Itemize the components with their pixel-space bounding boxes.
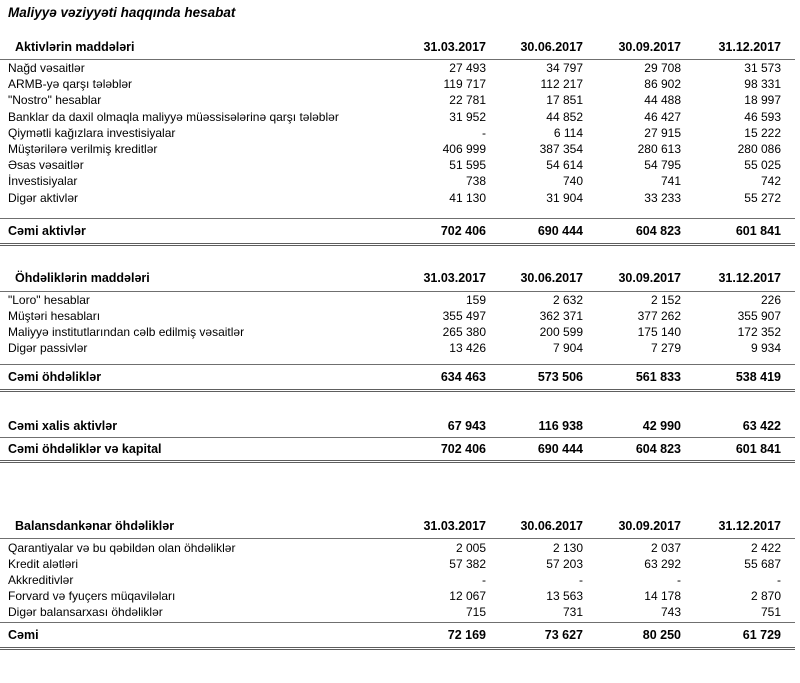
section-header-label: Aktivlərin maddələri (15, 39, 135, 54)
row-label: Cəmi öhdəliklər və kapital (8, 442, 162, 457)
value-cell: 119 717 (443, 77, 486, 92)
total-row (0, 414, 795, 438)
table-row (0, 60, 795, 76)
value-cell: 31 573 (744, 61, 781, 76)
value-cell: 355 497 (442, 308, 486, 323)
table-row (0, 76, 795, 92)
value-cell: 73 627 (544, 628, 583, 643)
table-row (0, 173, 795, 189)
section-header-label: Öhdəliklərin maddələri (15, 271, 150, 286)
row-label: Kredit alətləri (8, 556, 79, 571)
table-row (0, 141, 795, 157)
value-cell: 702 406 (440, 223, 486, 238)
value-cell: 690 444 (537, 223, 583, 238)
table-row (0, 324, 795, 340)
value-cell: 634 463 (440, 370, 486, 385)
value-cell: 55 687 (744, 556, 781, 571)
row-label: "Nostro" hesablar (8, 93, 102, 108)
value-cell: 601 841 (735, 442, 781, 457)
row-label: Akkreditivlər (8, 572, 74, 587)
row-label: Cəmi xalis aktivlər (8, 418, 118, 433)
table-row (0, 92, 795, 108)
column-header-date: 31.03.2017 (423, 271, 486, 286)
value-cell: 44 852 (546, 109, 583, 124)
value-cell: 72 169 (447, 628, 486, 643)
value-cell: 406 999 (442, 142, 486, 157)
row-label: ARMB-yə qarşı tələblər (8, 77, 133, 92)
value-cell: 751 (760, 605, 781, 620)
value-cell: 740 (562, 174, 583, 189)
value-cell: 54 614 (546, 158, 583, 173)
table-row (0, 292, 795, 308)
value-cell: 2 422 (750, 540, 781, 555)
value-cell: 17 851 (546, 93, 583, 108)
value-cell: 31 952 (449, 109, 486, 124)
value-cell: 13 426 (449, 341, 486, 356)
column-header-date: 30.06.2017 (520, 271, 583, 286)
value-cell: 116 938 (538, 418, 583, 433)
value-cell: 33 233 (644, 190, 681, 205)
value-cell: 702 406 (440, 442, 486, 457)
table-row (0, 308, 795, 324)
value-cell: - (482, 125, 486, 140)
value-cell: 2 130 (552, 540, 583, 555)
value-cell: - (777, 572, 781, 587)
liabilities-table (0, 266, 795, 391)
value-cell: 377 262 (637, 308, 681, 323)
value-cell: 690 444 (537, 442, 583, 457)
column-header-date: 30.09.2017 (618, 39, 681, 54)
value-cell: 7 904 (552, 341, 583, 356)
value-cell: 604 823 (635, 442, 681, 457)
value-cell: 538 419 (735, 370, 781, 385)
column-header-date: 30.06.2017 (520, 39, 583, 54)
row-label: Müştərilərə verilmiş kreditlər (8, 142, 158, 157)
value-cell: 55 025 (744, 158, 781, 173)
value-cell: 61 729 (742, 628, 781, 643)
table-row (0, 604, 795, 620)
value-cell: 67 943 (447, 418, 486, 433)
value-cell: 573 506 (537, 370, 583, 385)
value-cell: 14 178 (644, 589, 681, 604)
row-label: Müştəri hesabları (8, 308, 101, 323)
table-row (0, 109, 795, 125)
assets-table (0, 34, 795, 244)
value-cell: 175 140 (637, 325, 681, 340)
table-row (0, 157, 795, 173)
value-cell: 55 272 (744, 190, 781, 205)
column-header-date: 31.12.2017 (718, 271, 781, 286)
value-cell: 280 613 (637, 142, 681, 157)
total-row (0, 364, 795, 390)
value-cell: 51 595 (449, 158, 486, 173)
value-cell: 34 797 (546, 61, 583, 76)
value-cell: 362 371 (539, 308, 583, 323)
value-cell: 731 (562, 605, 583, 620)
value-cell: 741 (660, 174, 681, 189)
row-label: Cəmi aktivlər (8, 223, 86, 238)
table-row (0, 190, 795, 206)
value-cell: 2 152 (650, 292, 681, 307)
value-cell: 41 130 (449, 190, 486, 205)
value-cell: 715 (465, 605, 486, 620)
value-cell: 743 (660, 605, 681, 620)
value-cell: - (579, 572, 583, 587)
row-label: Qiymətli kağızlara investisiyalar (8, 125, 176, 140)
table-row (0, 340, 795, 356)
value-cell: 12 067 (449, 589, 486, 604)
column-header-date: 31.12.2017 (718, 39, 781, 54)
section-header-row (0, 266, 795, 292)
value-cell: 2 632 (552, 292, 583, 307)
page-title: Maliyyə vəziyyəti haqqında hesabat (8, 5, 236, 20)
value-cell: 2 037 (650, 540, 681, 555)
value-cell: 57 203 (546, 556, 583, 571)
column-header-date: 30.09.2017 (618, 518, 681, 533)
value-cell: 172 352 (737, 325, 781, 340)
total-row (0, 438, 795, 461)
value-cell: 18 997 (744, 93, 781, 108)
value-cell: 63 422 (742, 418, 781, 433)
row-label: Forvard və fyuçers müqaviləları (8, 589, 176, 604)
value-cell: 31 904 (546, 190, 583, 205)
value-cell: 15 222 (744, 125, 781, 140)
value-cell: 112 217 (540, 77, 583, 92)
column-header-date: 31.03.2017 (423, 39, 486, 54)
column-header-date: 31.03.2017 (423, 518, 486, 533)
value-cell: 601 841 (735, 223, 781, 238)
column-header-date: 30.06.2017 (520, 518, 583, 533)
value-cell: 742 (760, 174, 781, 189)
row-label: Cəmi öhdəliklər (8, 370, 102, 385)
value-cell: 54 795 (644, 158, 681, 173)
value-cell: 13 563 (546, 589, 583, 604)
value-cell: 7 279 (650, 341, 681, 356)
total-row (0, 622, 795, 648)
value-cell: 57 382 (449, 556, 486, 571)
value-cell: 604 823 (635, 223, 681, 238)
row-label: Əsas vəsaitlər (8, 158, 84, 173)
value-cell: 280 086 (737, 142, 781, 157)
value-cell: 44 488 (644, 93, 681, 108)
value-cell: 738 (465, 174, 486, 189)
value-cell: 355 907 (737, 308, 781, 323)
value-cell: - (677, 572, 681, 587)
value-cell: 159 (465, 292, 486, 307)
value-cell: 22 781 (449, 93, 486, 108)
value-cell: 42 990 (642, 418, 681, 433)
row-label: İnvestisiyalar (8, 174, 78, 189)
table-row (0, 125, 795, 141)
row-label: "Loro" hesablar (8, 292, 90, 307)
row-label: Cəmi (8, 628, 39, 643)
value-cell: 265 380 (442, 325, 486, 340)
value-cell: 200 599 (539, 325, 583, 340)
value-cell: 387 354 (539, 142, 583, 157)
column-header-date: 31.12.2017 (718, 518, 781, 533)
value-cell: 6 114 (553, 125, 583, 140)
section-header-row (0, 513, 795, 539)
value-cell: - (482, 572, 486, 587)
section-header-row (0, 34, 795, 60)
row-label: Banklar da daxil olmaqla maliyyə müəssisələrinə qarşı tələblər (8, 109, 339, 124)
value-cell: 226 (760, 292, 781, 307)
row-label: Maliyyə institutlarından cəlb edilmiş vəsaitlər (8, 325, 245, 340)
row-label: Digər aktivlər (8, 190, 79, 205)
table-row (0, 556, 795, 572)
section-header-label: Balansdankənar öhdəliklər (15, 518, 175, 533)
value-cell: 27 915 (644, 125, 681, 140)
net-assets-summary-table (0, 414, 795, 461)
value-cell: 2 005 (455, 540, 486, 555)
value-cell: 80 250 (642, 628, 681, 643)
row-label: Qarantiyalar və bu qəbildən olan öhdəliklər (8, 540, 236, 555)
value-cell: 2 870 (750, 589, 781, 604)
value-cell: 98 331 (744, 77, 781, 92)
value-cell: 29 708 (644, 61, 681, 76)
row-label: Digər balansarxası öhdəliklər (8, 605, 163, 620)
value-cell: 9 934 (750, 341, 781, 356)
offbalance-liabilities-table (0, 513, 795, 648)
value-cell: 63 292 (644, 556, 681, 571)
value-cell: 46 593 (744, 109, 781, 124)
table-row (0, 539, 795, 555)
value-cell: 86 902 (644, 77, 681, 92)
row-label: Digər passivlər (8, 341, 88, 356)
row-label: Nağd vəsaitlər (8, 61, 85, 76)
value-cell: 46 427 (644, 109, 681, 124)
value-cell: 27 493 (449, 61, 486, 76)
table-row (0, 572, 795, 588)
column-header-date: 30.09.2017 (618, 271, 681, 286)
total-row (0, 218, 795, 244)
value-cell: 561 833 (635, 370, 681, 385)
table-row (0, 588, 795, 604)
